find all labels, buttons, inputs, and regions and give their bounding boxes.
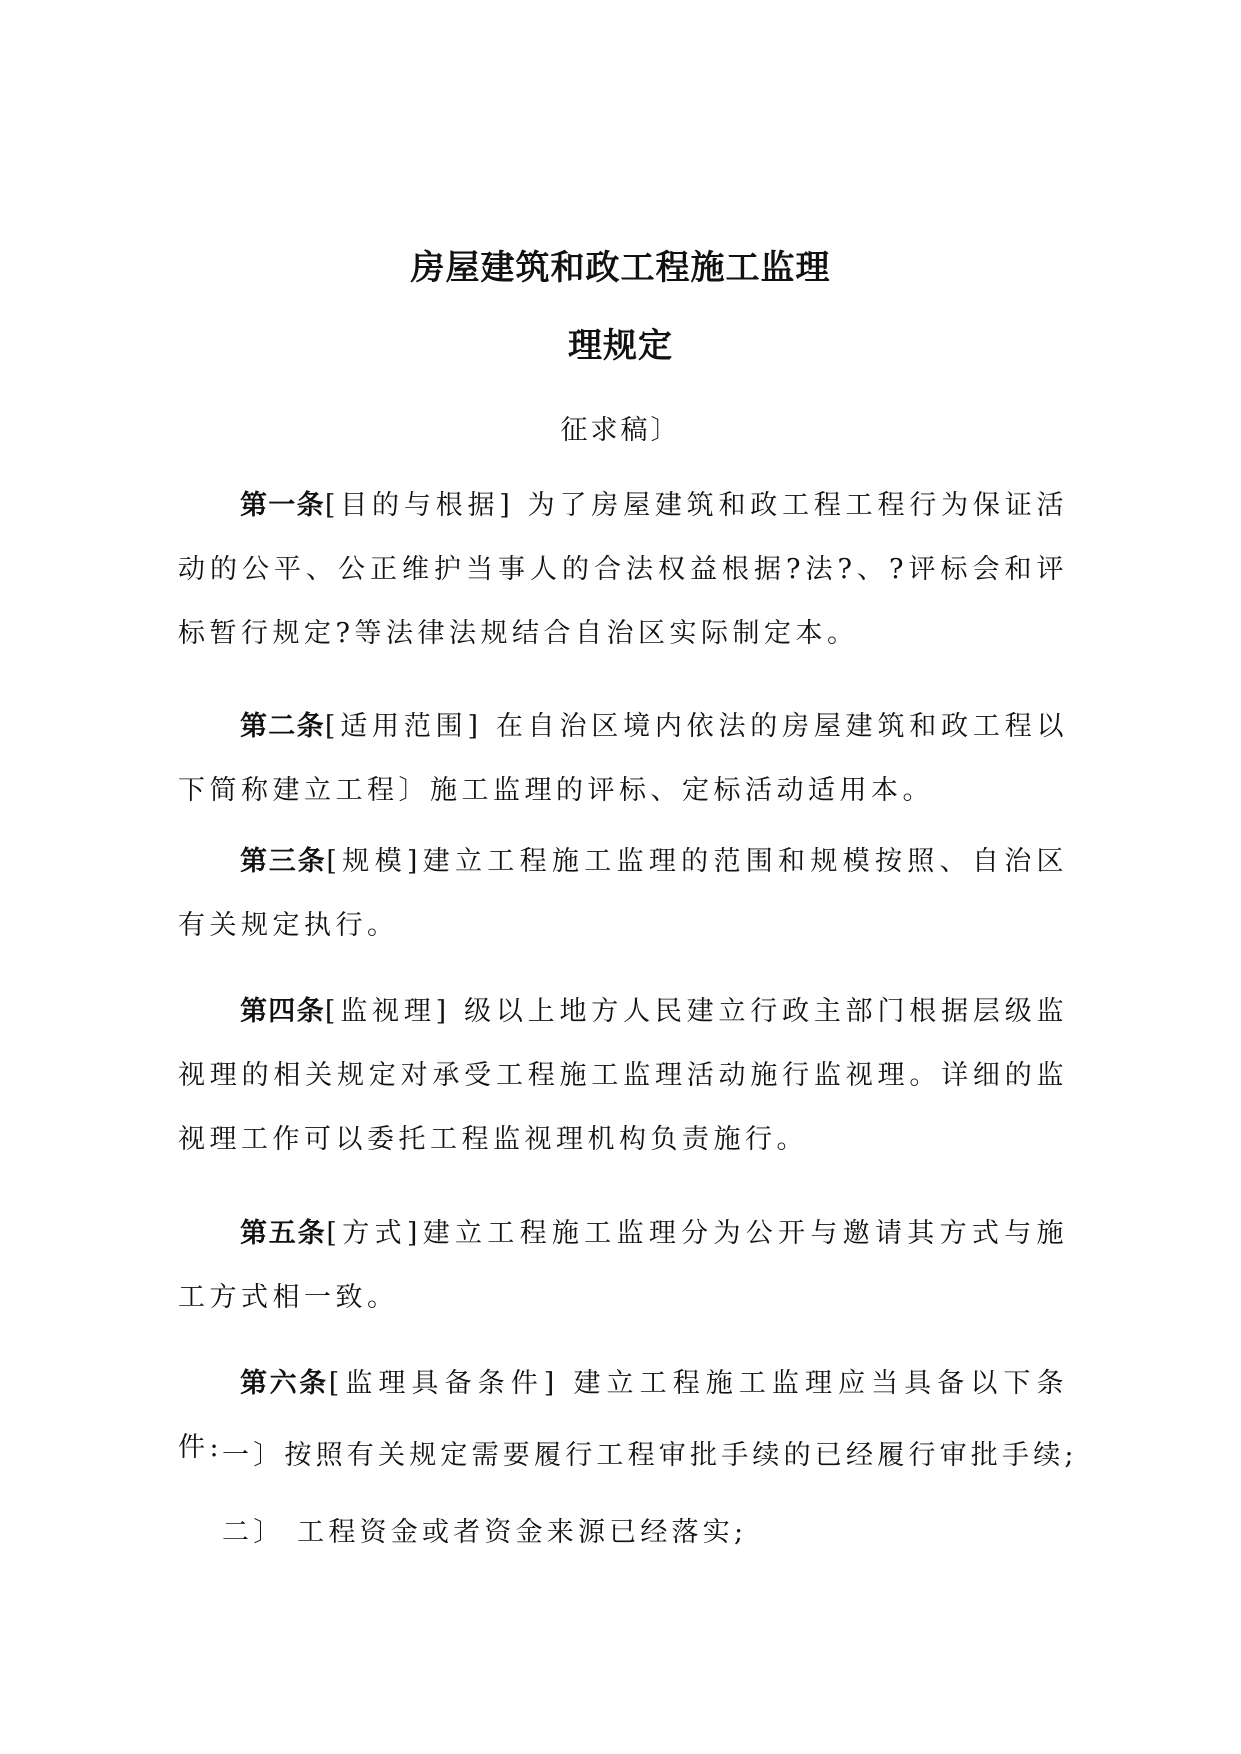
article-2-label: 第二条: [240, 711, 325, 742]
article-5-label: 第五条: [240, 1218, 327, 1249]
article-5-text: [方式]建立工程施工监理分为公开与邀请其方式与施工方式相一致。: [178, 1218, 1068, 1313]
article-3-label: 第三条: [240, 846, 327, 877]
article-4: [178, 980, 1068, 1172]
draft-subtitle: 征求稿〕: [560, 415, 681, 446]
article-3: [178, 830, 1068, 958]
document-title-line2: 理规定: [568, 326, 673, 366]
condition-item-2: 二〕 工程资金或者资金来源已经落实;: [222, 1517, 748, 1548]
article-5: [178, 1202, 1068, 1330]
document-title-line1: 房屋建筑和政工程施工监理: [410, 248, 831, 288]
condition-item-1: 一〕按照有关规定需要履行工程审批手续的已经履行审批手续;: [222, 1440, 1078, 1471]
article-2: [178, 695, 1068, 823]
article-2-text: [适用范围] 在自治区境内依法的房屋建筑和政工程以下简称建立工程〕施工监理的评标、定标活动适用本。: [178, 711, 1068, 806]
article-1-text: [目的与根据] 为了房屋建筑和政工程工程行为保证活动的公平、公正维护当事人的合法权益根据?法?、?评标会和评标暂行规定?等法律法规结合自治区实际制定本。: [178, 490, 1068, 649]
article-3-text: [规模]建立工程施工监理的范围和规模按照、自治区有关规定执行。: [178, 846, 1068, 941]
article-4-label: 第四条: [240, 996, 325, 1027]
article-6-text: [监理具备条件] 建立工程施工监理应当具备以下条件:: [178, 1368, 1069, 1463]
article-6-label: 第六条: [240, 1368, 329, 1399]
article-4-text: [监视理] 级以上地方人民建立行政主部门根据层级监视理的相关规定对承受工程施工监理活动施行监视理。详细的监视理工作可以委托工程监视理机构负责施行。: [178, 996, 1068, 1155]
article-1: [178, 474, 1068, 666]
article-1-label: 第一条: [240, 490, 325, 521]
